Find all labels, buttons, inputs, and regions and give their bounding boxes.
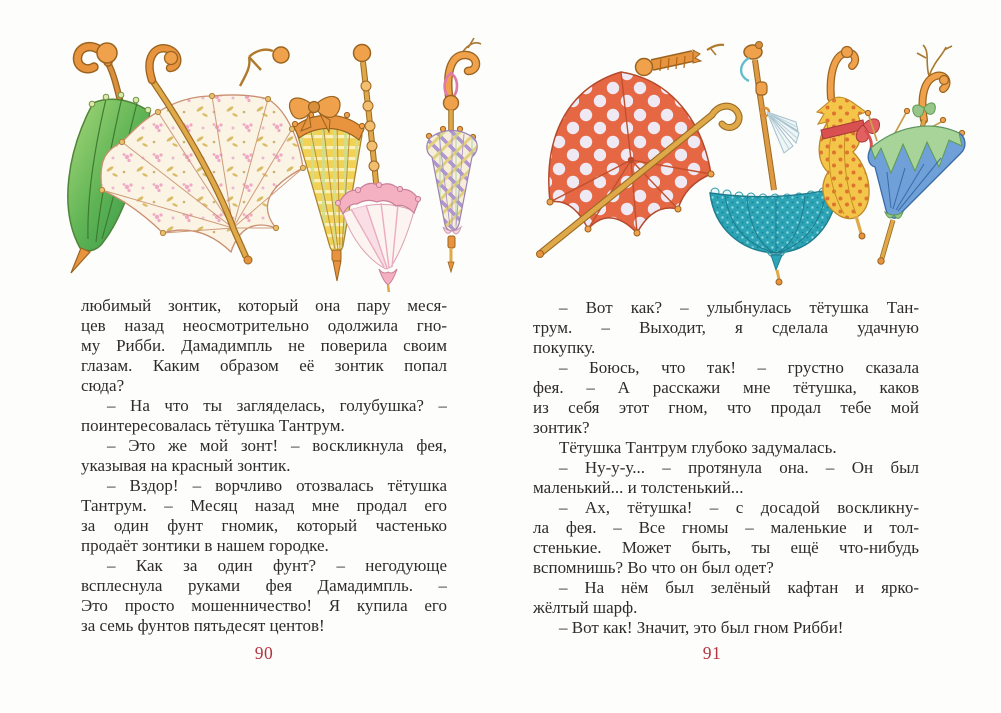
text-line: Это просто мошенничество! Я купила его: [81, 596, 447, 615]
text-line: зонтик?: [533, 418, 590, 437]
text-line: – Вот как? – улыбнулась тётушка Тан-: [559, 298, 919, 317]
text-line: Тётушка Тантрум глубоко задумалась.: [559, 438, 837, 457]
text-line: му Рибби. Дамадимпль не поверила своим: [81, 336, 447, 355]
umbrella-illustration-left: [0, 0, 500, 292]
broken-handle-piece: [636, 45, 725, 76]
text-line: из себя этот гном, что продал тебе мой: [533, 398, 919, 417]
text-line: – Как за один фунт? – негодующе: [107, 556, 447, 575]
text-line: любимый зонтик, который она пару меся-: [81, 296, 447, 315]
umbrella-illustration-right: [525, 0, 1001, 292]
text-line: покупку.: [533, 338, 596, 357]
paragraph: [533, 298, 919, 358]
text-line: ла фея. – Все гномы – маленькие и тол-: [533, 518, 919, 537]
teal-upturned-umbrella: [710, 42, 838, 286]
paragraph: [81, 476, 447, 556]
page-91: [500, 0, 1001, 713]
text-line: – Это же мой зонт! – воскликнула фея,: [107, 436, 447, 455]
text-line: фея. – А расскажи мне тётушка, каков: [533, 378, 919, 397]
page-91-text: [533, 298, 919, 638]
text-line: за один фунт гномик, который частенько: [81, 516, 447, 535]
paragraph: [81, 396, 447, 436]
page-number-91: 91: [702, 643, 722, 663]
page-number-90: 90: [254, 643, 274, 663]
yellow-plaid-closed-umbrella: [290, 96, 365, 281]
text-line: Тантрум. – Месяц назад мне продал его: [81, 496, 447, 515]
argyle-closed-umbrella: [426, 38, 481, 272]
paragraph: [81, 296, 447, 396]
paragraph: [81, 556, 447, 636]
text-line: маленький... и толстенький...: [533, 478, 744, 497]
broken-twig: [240, 47, 289, 86]
paragraph: [81, 436, 447, 476]
text-line: трум. – Выходит, я сделала удачную: [533, 318, 919, 337]
text-line: всплеснула руками фея Дамадимпль. –: [81, 576, 447, 595]
blue-zigzag-closed-umbrella: [865, 45, 965, 264]
text-line: – Ах, тётушка! – с досадой воскликну-: [559, 498, 919, 517]
paragraph: [533, 358, 919, 438]
text-line: стенькие. Может быть, ты ещё что-нибудь: [533, 538, 919, 557]
text-line: сюда?: [81, 376, 125, 395]
text-line: за семь фунтов пятьдесят центов!: [81, 616, 325, 635]
text-line: указывая на красный зонтик.: [81, 456, 291, 475]
text-line: цев назад неосмотрительно одолжила гно-: [81, 316, 447, 335]
paragraph: [533, 618, 919, 638]
paragraph: [533, 498, 919, 578]
text-line: – На нём был зелёный кафтан и ярко-: [559, 578, 919, 597]
text-line: жёлтый шарф.: [533, 598, 638, 617]
text-line: – Боюсь, что так! – грустно сказала: [559, 358, 919, 377]
paragraph: [533, 458, 919, 498]
text-line: – Вздор! – ворчливо отозвалась тётушка: [107, 476, 447, 495]
text-line: глазам. Каким образом её зонтик попал: [81, 356, 447, 375]
paragraph: [533, 578, 919, 618]
paragraph: [533, 438, 919, 458]
text-line: – Ну-у-у... – протянула она. – Он был: [559, 458, 919, 477]
floral-open-umbrella: [99, 48, 305, 264]
orange-polka-dot-open-umbrella: [537, 72, 740, 258]
text-line: поинтересовалась тётушка Тантрум.: [81, 416, 345, 435]
text-line: – Вот как! Значит, это был гном Рибби!: [559, 618, 844, 637]
text-line: продаёт зонтики в нашем городке.: [81, 536, 329, 555]
page-90: [0, 0, 500, 713]
text-line: вспомнишь? Во что он был одет?: [533, 558, 774, 577]
page-90-text: [81, 296, 447, 636]
text-line: – На что ты загляделась, голубушка? –: [107, 396, 447, 415]
